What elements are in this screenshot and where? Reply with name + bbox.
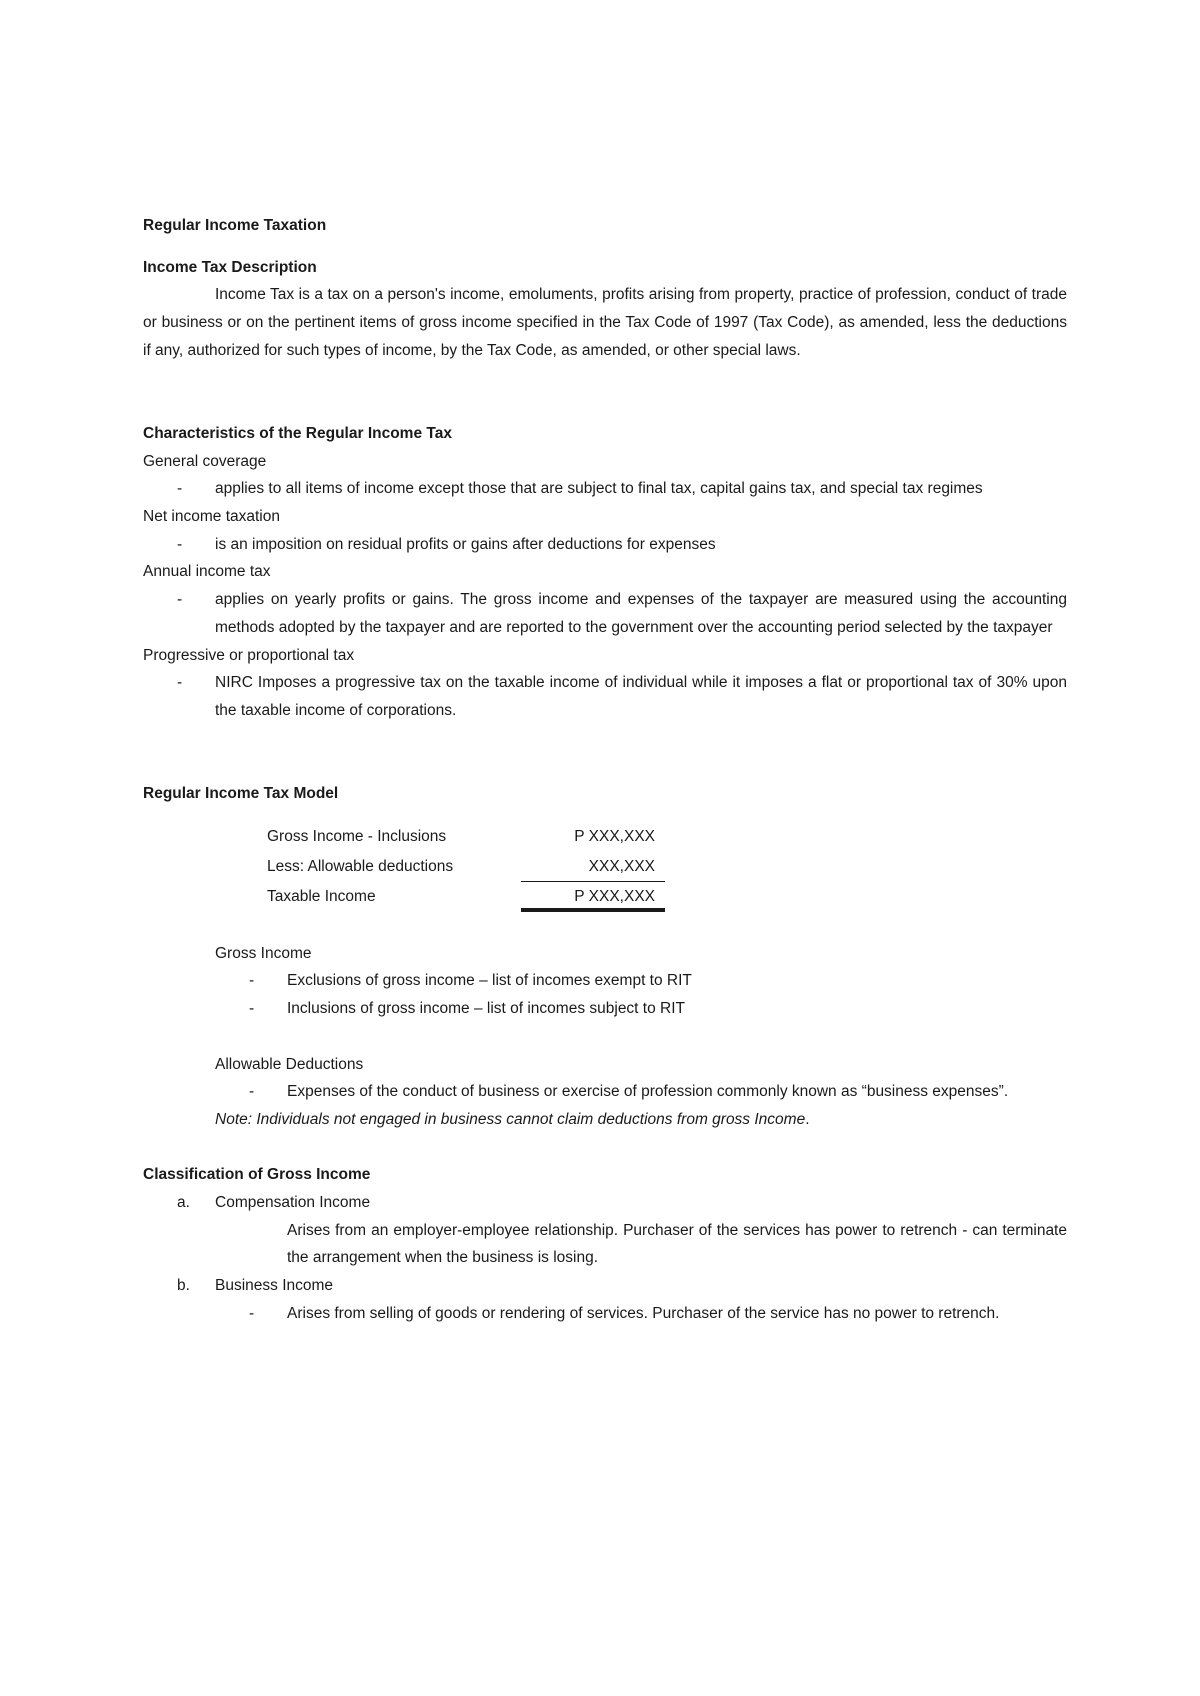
- deductions-note-text: Note: Individuals not engaged in business cannot claim deductions from gross Income: [215, 1110, 806, 1128]
- list-item: [143, 669, 1067, 724]
- table-row: [267, 882, 667, 912]
- classification-text: Arises from an employer-employee relationship. Purchaser of the services has power to retrench - can terminate the arrangement when the business is losing.: [287, 1221, 1067, 1267]
- description-paragraph: Income Tax is a tax on a person's income, emoluments, profits arising from property, practice of profession, conduct of trade or business or on the pertinent items of gross income specified in the Tax Code of 1997 (Tax Code), as amended, less the deductions if any, authorized for such types of income, by the Tax Code, as amended, or other special laws.: [143, 286, 1067, 359]
- list-item: [143, 1078, 1067, 1106]
- gross-income-label: Gross Income: [215, 944, 312, 962]
- model-heading: Regular Income Tax Model: [143, 785, 339, 802]
- dash-bullet: -: [177, 535, 183, 553]
- deductions-note-period: .: [805, 1110, 810, 1128]
- classification-text: Arises from selling of goods or rendering of services. Purchaser of the service has no power to retrench.: [287, 1304, 1000, 1322]
- dash-bullet: -: [177, 480, 183, 498]
- model-value: XXX,XXX: [521, 852, 665, 882]
- document-title: Regular Income Taxation: [143, 217, 327, 234]
- dash-bullet: -: [249, 1000, 255, 1018]
- classification-heading: Classification of Gross Income: [143, 1166, 371, 1184]
- classification-label: Compensation Income: [215, 1194, 371, 1211]
- dash-bullet: -: [249, 1083, 255, 1101]
- table-row: [267, 822, 667, 852]
- allowable-deductions-bullet: Expenses of the conduct of business or exercise of profession commonly known as “business expenses”.: [287, 1083, 1009, 1101]
- dash-bullet: -: [249, 972, 255, 990]
- list-item: [143, 967, 1067, 995]
- list-item: [143, 586, 1067, 641]
- tax-model-table: [267, 822, 667, 912]
- dash-bullet: -: [249, 1304, 255, 1322]
- characteristic-bullet: is an imposition on residual profits or gains after deductions for expenses: [215, 535, 716, 553]
- characteristic-term-progressive: Progressive or proportional tax: [143, 646, 355, 664]
- list-item: [143, 995, 1067, 1023]
- list-item: [143, 1272, 1067, 1300]
- table-row: [267, 852, 667, 882]
- model-value: P XXX,XXX: [574, 827, 655, 845]
- characteristic-bullet: applies to all items of income except those that are subject to final tax, capital gains tax, and special tax regimes: [215, 480, 983, 498]
- characteristic-bullet: NIRC Imposes a progressive tax on the taxable income of individual while it imposes a flat or proportional tax of 30% upon the taxable income of corporations.: [215, 674, 1067, 719]
- document-page: [143, 212, 1067, 1328]
- list-item: [143, 1300, 1067, 1328]
- gross-income-bullet: Inclusions of gross income – list of incomes subject to RIT: [287, 1000, 685, 1018]
- characteristic-term-annual: Annual income tax: [143, 563, 271, 581]
- list-marker: b.: [177, 1277, 190, 1295]
- characteristic-term-net-income: Net income taxation: [143, 508, 280, 525]
- description-heading: Income Tax Description: [143, 258, 317, 276]
- characteristic-bullet: applies on yearly profits or gains. The gross income and expenses of the taxpayer are measured using the accounting methods adopted by the taxpayer and are reported to the government over the accounting period selected by the taxpayer: [215, 591, 1067, 636]
- deductions-note: [143, 1106, 1067, 1134]
- list-item: [143, 531, 1067, 559]
- dash-bullet: -: [177, 674, 183, 692]
- model-label: Less: Allowable deductions: [267, 857, 454, 875]
- model-label: Taxable Income: [267, 887, 376, 905]
- model-label: Gross Income - Inclusions: [267, 827, 447, 845]
- characteristic-term-general-coverage: General coverage: [143, 452, 267, 470]
- allowable-deductions-label: Allowable Deductions: [215, 1055, 364, 1073]
- list-item: [143, 475, 1067, 503]
- list-item: [143, 1189, 1067, 1217]
- characteristics-heading: Characteristics of the Regular Income Tax: [143, 424, 452, 442]
- gross-income-bullet: Exclusions of gross income – list of incomes exempt to RIT: [287, 972, 692, 990]
- list-marker: a.: [177, 1194, 190, 1211]
- classification-label: Business Income: [215, 1277, 334, 1295]
- model-value-total: P XXX,XXX: [521, 882, 665, 912]
- dash-bullet: -: [177, 591, 183, 609]
